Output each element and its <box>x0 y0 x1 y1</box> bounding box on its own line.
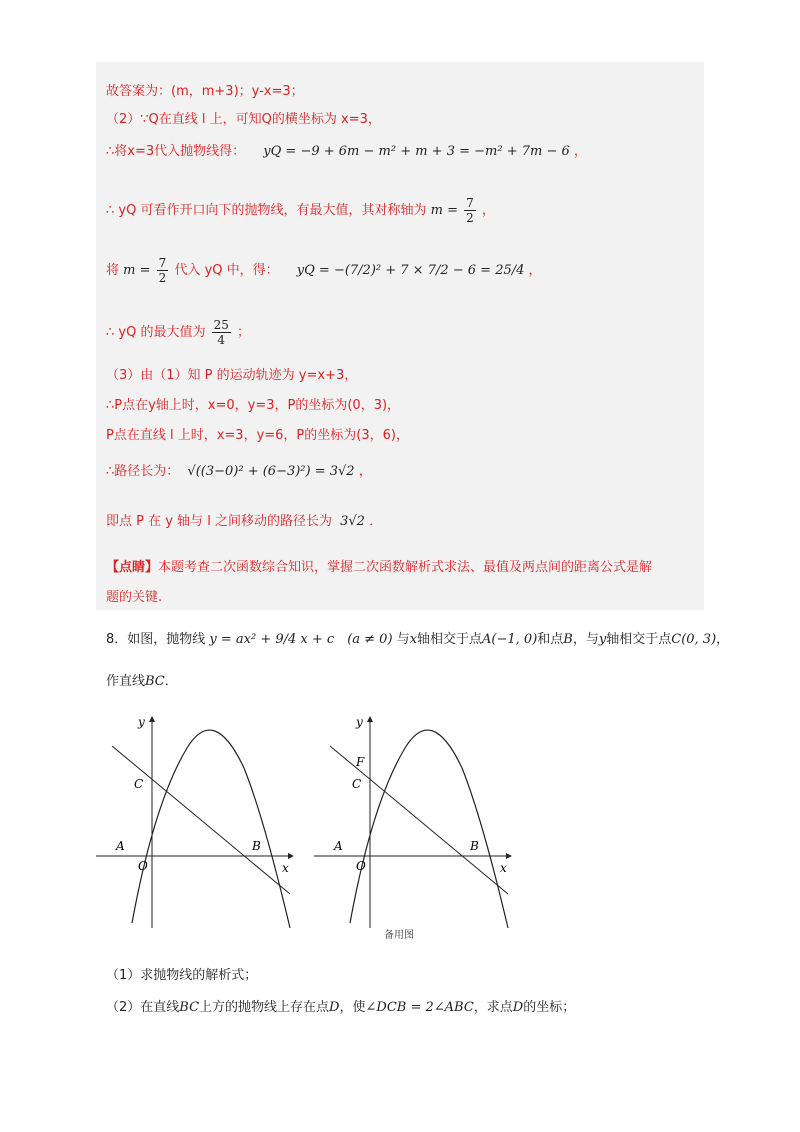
problem-text-f: 轴相交于点 <box>606 632 672 647</box>
figure-caption: 备用图 <box>384 930 414 941</box>
label-o: O <box>356 859 366 873</box>
q2-d: D <box>329 1000 340 1015</box>
problem-point-b: B <box>563 632 573 647</box>
sol-line-4-end: ， <box>481 203 495 218</box>
x-axis-arrow <box>288 853 294 859</box>
y-axis-arrow <box>149 716 155 722</box>
sol-line-10-a: ∴路径长为： <box>106 464 180 479</box>
sol-line-3-math: yQ = −9 + 6m − m² + m + 3 = −m² + 7m − 6 <box>263 144 570 159</box>
label-x: x <box>500 861 507 875</box>
fraction-seven-halves <box>464 196 476 225</box>
problem-line-1 <box>106 630 729 650</box>
sol-line-3 <box>106 142 587 162</box>
label-x: x <box>282 861 289 875</box>
sol-line-4-m: m = <box>430 203 458 218</box>
label-a: A <box>334 839 343 853</box>
tip-line-2: 题的关键. <box>106 590 163 605</box>
problem-text-c: 轴相交于点 <box>417 632 483 647</box>
q2-angle: ∠DCB = 2∠ABC <box>365 1000 474 1015</box>
fraction-seven-halves-2 <box>157 256 169 285</box>
problem-parabola-eq: y = ax² + 9/4 x + c (a ≠ 0) <box>209 632 393 647</box>
sol-line-4 <box>106 196 495 225</box>
sol-line-2: （2）∵Q在直线 l 上，可知Q的横坐标为 x=3， <box>106 112 381 127</box>
label-c: C <box>134 777 144 791</box>
label-b: B <box>252 839 261 853</box>
q2-text-e: 的坐标； <box>523 1000 576 1015</box>
sol-line-4-text: ∴ yQ 可看作开口向下的抛物线，有最大值，其对称轴为 <box>106 203 427 218</box>
sol-line-5-b: 代入 yQ 中，得： <box>174 263 279 278</box>
fraction-denominator: 2 <box>466 211 474 225</box>
fraction-denominator: 2 <box>158 271 167 285</box>
label-b: B <box>470 839 479 853</box>
figure-2 <box>310 708 520 930</box>
tip-label: 【点睛】 <box>106 560 159 575</box>
q2-text-a: （2）在直线 <box>106 1000 180 1015</box>
label-o: O <box>138 859 148 873</box>
sol-line-11 <box>106 512 382 532</box>
problem-text-a: 8．如图，抛物线 <box>106 632 206 647</box>
tip-line-1 <box>106 558 652 578</box>
sol-line-5 <box>106 256 542 285</box>
sol-line-1: 故答案为：(m，m+3)；y-x=3； <box>106 84 304 99</box>
sol-line-5-a: 将 <box>106 263 120 278</box>
label-c: C <box>352 777 362 791</box>
q2-text-d: ，求点 <box>473 1000 513 1015</box>
fraction-denominator: 4 <box>217 333 226 347</box>
problem-text-g: ， <box>716 632 730 647</box>
sol-line-8: ∴P点在y轴上时，x=0，y=3，P的坐标为(0，3)， <box>106 398 401 413</box>
fraction-25-over-4 <box>212 318 231 347</box>
parabola-curve <box>350 730 508 928</box>
sol-line-5-math: yQ = −(7/2)² + 7 × 7/2 − 6 = 25/4 <box>296 263 525 278</box>
sol-line-10-math: √((3−0)² + (6−3)²) = 3√2 <box>187 464 355 479</box>
parabola-curve <box>132 730 290 928</box>
problem-text-h: 作直线 <box>106 674 146 689</box>
x-axis-arrow <box>506 853 512 859</box>
sol-line-3-end: ， <box>573 144 587 159</box>
problem-point-c: C(0, 3) <box>671 632 717 647</box>
sol-line-6 <box>106 318 250 347</box>
q2-d2: D <box>512 1000 524 1015</box>
problem-text-d: 和点 <box>537 632 564 647</box>
q2-text-b: 上方的抛物线上存在点 <box>199 1000 330 1015</box>
problem-y: y <box>598 632 607 647</box>
label-f: F <box>356 755 365 769</box>
problem-line-bc: BC <box>145 674 165 689</box>
sol-line-11-a: 即点 P 在 y 轴与 l 之间移动的路径长为 <box>106 514 332 529</box>
fraction-numerator: 7 <box>158 256 167 270</box>
problem-point-a: A(−1, 0) <box>482 632 538 647</box>
tip-text-1: 本题考查二次函数综合知识，掌握二次函数解析式求法、最值及两点间的距离公式是解 <box>158 560 653 575</box>
label-a: A <box>116 839 125 853</box>
sol-line-11-math: 3√2 <box>340 514 365 529</box>
figure-1 <box>92 708 302 930</box>
label-y: y <box>356 715 363 729</box>
sol-line-6-a: ∴ yQ 的最大值为 <box>106 325 206 340</box>
label-y: y <box>138 715 145 729</box>
problem-text-e: ，与 <box>572 632 599 647</box>
question-1: （1）求抛物线的解析式； <box>106 968 258 983</box>
question-2 <box>106 998 575 1018</box>
problem-x: x <box>409 632 418 647</box>
y-axis-arrow <box>367 716 373 722</box>
sol-line-3-text: ∴将x=3代入抛物线得： <box>106 144 246 159</box>
sol-line-11-end: ． <box>369 514 383 529</box>
sol-line-7: （3）由（1）知 P 的运动轨迹为 y=x+3， <box>106 368 358 383</box>
sol-line-5-end: ， <box>528 263 542 278</box>
problem-text-i: ． <box>164 674 178 689</box>
problem-line-2 <box>106 672 178 692</box>
sol-line-5-m: m = <box>123 263 151 278</box>
fraction-numerator: 25 <box>213 318 229 332</box>
sol-line-10 <box>106 462 372 482</box>
sol-line-10-end: ， <box>358 464 372 479</box>
problem-text-b: 与 <box>396 632 410 647</box>
q2-bc: BC <box>179 1000 200 1015</box>
q2-text-c: ，使 <box>339 1000 366 1015</box>
sol-line-9: P点在直线 l 上时，x=3，y=6，P的坐标为(3，6)， <box>106 428 409 443</box>
sol-line-6-end: ； <box>237 325 251 340</box>
fraction-numerator: 7 <box>466 196 474 210</box>
